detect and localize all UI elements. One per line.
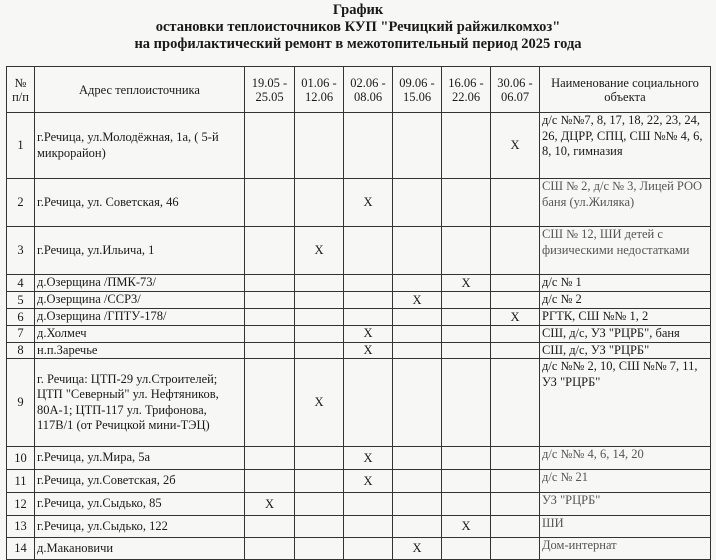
row-number: 2 [7,179,35,227]
period-mark [491,342,540,359]
heat-source-address: г.Речица, ул.Мира, 5а [35,447,245,470]
document-title [0,2,716,53]
period-mark [344,275,393,292]
period-mark [344,359,393,447]
row-number: 12 [7,493,35,516]
period-mark [491,470,540,493]
heat-source-address: д.Озерщина /ССР3/ [35,292,245,309]
period-mark [295,447,344,470]
period-mark [245,470,295,493]
period-mark [295,309,344,326]
period-mark [393,359,442,447]
period-mark [295,538,344,560]
period-mark [344,227,393,275]
period-mark [344,516,393,538]
social-object-name: УЗ "РЦРБ" [540,493,711,516]
period-mark [295,292,344,309]
period-mark [295,493,344,516]
period-mark [295,516,344,538]
social-object-name: РГТК, СШ №№ 1, 2 [540,309,711,326]
heat-source-address: г.Речица, ул.Сыдько, 122 [35,516,245,538]
period-mark: X [295,227,344,275]
period-mark [245,309,295,326]
heat-source-address: г.Речица, ул.Сыдько, 85 [35,493,245,516]
period-mark [491,326,540,343]
period-mark [393,113,442,179]
period-mark [344,113,393,179]
table-row [7,227,711,275]
period-mark: X [295,359,344,447]
period-mark [344,538,393,560]
period-mark [245,292,295,309]
social-object-name: д/с № 21 [540,470,711,493]
header-period: 19.05 - 25.05 [245,67,295,113]
header-period: 01.06 - 12.06 [295,67,344,113]
row-number: 9 [7,359,35,447]
table-row [7,538,711,560]
period-mark [442,493,491,516]
social-object-name: д/с №№ 4, 6, 14, 20 [540,447,711,470]
period-mark [295,113,344,179]
period-mark [245,359,295,447]
header-row [7,67,711,113]
header-address: Адрес теплоисточника [35,67,245,113]
period-mark [442,359,491,447]
period-mark [245,227,295,275]
period-mark [442,326,491,343]
table-row [7,113,711,179]
row-number: 10 [7,447,35,470]
period-mark [442,227,491,275]
period-mark [295,342,344,359]
row-number: 14 [7,538,35,560]
period-mark [491,275,540,292]
period-mark [295,470,344,493]
title-line-3: на профилактический ремонт в межотопительный период 2025 года [134,36,582,52]
row-number: 8 [7,342,35,359]
social-object-name: д/с №№ 2, 10, СШ №№ 7, 11, УЗ "РЦРБ" [540,359,711,447]
period-mark: X [245,493,295,516]
table-row [7,309,711,326]
period-mark [393,447,442,470]
heat-source-address: д.Озерщина /ПМК-73/ [35,275,245,292]
period-mark [393,309,442,326]
period-mark [491,179,540,227]
heat-source-address: н.п.Заречье [35,342,245,359]
period-mark [442,179,491,227]
period-mark [245,447,295,470]
social-object-name: д/с №№7, 8, 17, 18, 22, 23, 24, 26, ДЦРР, СПЦ, СШ №№ 4, 6, 8, 10, гимназия [540,113,711,179]
period-mark: X [442,516,491,538]
heat-source-address: г.Речица, ул.Ильича, 1 [35,227,245,275]
header-period: 09.06 - 15.06 [393,67,442,113]
period-mark [491,359,540,447]
table-row [7,493,711,516]
social-object-name: СШ, д/с, УЗ "РЦРБ" [540,342,711,359]
period-mark [344,309,393,326]
row-number: 1 [7,113,35,179]
table-row [7,447,711,470]
period-mark [245,342,295,359]
social-object-name: СШ № 2, д/с № 3, Лицей РОО баня (ул.Жиляка) [540,179,711,227]
table-row [7,516,711,538]
table-row [7,275,711,292]
period-mark [295,275,344,292]
heat-source-address: д.Озерщина /ГПТУ-178/ [35,309,245,326]
schedule-table [6,66,711,560]
row-number: 7 [7,326,35,343]
table-row [7,359,711,447]
period-mark: X [344,447,393,470]
header-org: Наименование социального объекта [540,67,711,113]
title-line-2: остановки теплоисточников КУП "Речицкий райжилкомхоз" [155,19,561,35]
header-period: 02.06 - 08.06 [344,67,393,113]
period-mark [442,292,491,309]
header-period: 16.06 - 22.06 [442,67,491,113]
period-mark [245,516,295,538]
period-mark [245,326,295,343]
table-row [7,326,711,343]
period-mark: X [393,292,442,309]
period-mark [491,447,540,470]
header-period: 30.06 - 06.07 [491,67,540,113]
period-mark [393,342,442,359]
social-object-name: д/с № 1 [540,275,711,292]
row-number: 13 [7,516,35,538]
period-mark [245,113,295,179]
heat-source-address: д.Холмеч [35,326,245,343]
table-row [7,179,711,227]
title-line-1: График [332,2,384,18]
period-mark [295,326,344,343]
period-mark [442,447,491,470]
period-mark [393,227,442,275]
row-number: 4 [7,275,35,292]
social-object-name: СШ № 12, ШИ детей с физическими недостатками [540,227,711,275]
period-mark [245,538,295,560]
period-mark [393,493,442,516]
period-mark [491,227,540,275]
period-mark [344,292,393,309]
social-object-name: Дом-интернат [540,538,711,560]
heat-source-address: д.Макановичи [35,538,245,560]
period-mark [393,516,442,538]
heat-source-address: г.Речица, ул.Советская, 2б [35,470,245,493]
header-num: № п/п [7,67,35,113]
period-mark: X [344,342,393,359]
table-row [7,342,711,359]
period-mark [295,179,344,227]
period-mark [442,309,491,326]
period-mark [491,516,540,538]
period-mark [393,275,442,292]
row-number: 5 [7,292,35,309]
period-mark: X [344,326,393,343]
heat-source-address: г.Речица, ул.Молодёжная, 1а, ( 5-й микрорайон) [35,113,245,179]
period-mark: X [344,470,393,493]
period-mark [442,538,491,560]
period-mark [491,538,540,560]
period-mark [491,292,540,309]
heat-source-address: г. Речица: ЦТП-29 ул.Строителей; ЦТП "Северный" ул. Нефтяников, 80А-1; ЦТП-117 ул. Трифонова, 117В/1 (от Речицкой мини-ТЭЦ) [35,359,245,447]
period-mark [442,342,491,359]
heat-source-address: г.Речица, ул. Советская, 46 [35,179,245,227]
period-mark: X [491,309,540,326]
period-mark [245,275,295,292]
period-mark [393,470,442,493]
period-mark [442,113,491,179]
table-row [7,292,711,309]
social-object-name: ШИ [540,516,711,538]
row-number: 11 [7,470,35,493]
period-mark [245,179,295,227]
social-object-name: СШ, д/с, УЗ "РЦРБ", баня [540,326,711,343]
row-number: 6 [7,309,35,326]
period-mark: X [491,113,540,179]
period-mark: X [393,538,442,560]
period-mark [442,470,491,493]
period-mark [344,493,393,516]
row-number: 3 [7,227,35,275]
table-row [7,470,711,493]
period-mark: X [442,275,491,292]
period-mark [393,326,442,343]
period-mark: X [344,179,393,227]
social-object-name: д/с № 2 [540,292,711,309]
period-mark [491,493,540,516]
period-mark [393,179,442,227]
